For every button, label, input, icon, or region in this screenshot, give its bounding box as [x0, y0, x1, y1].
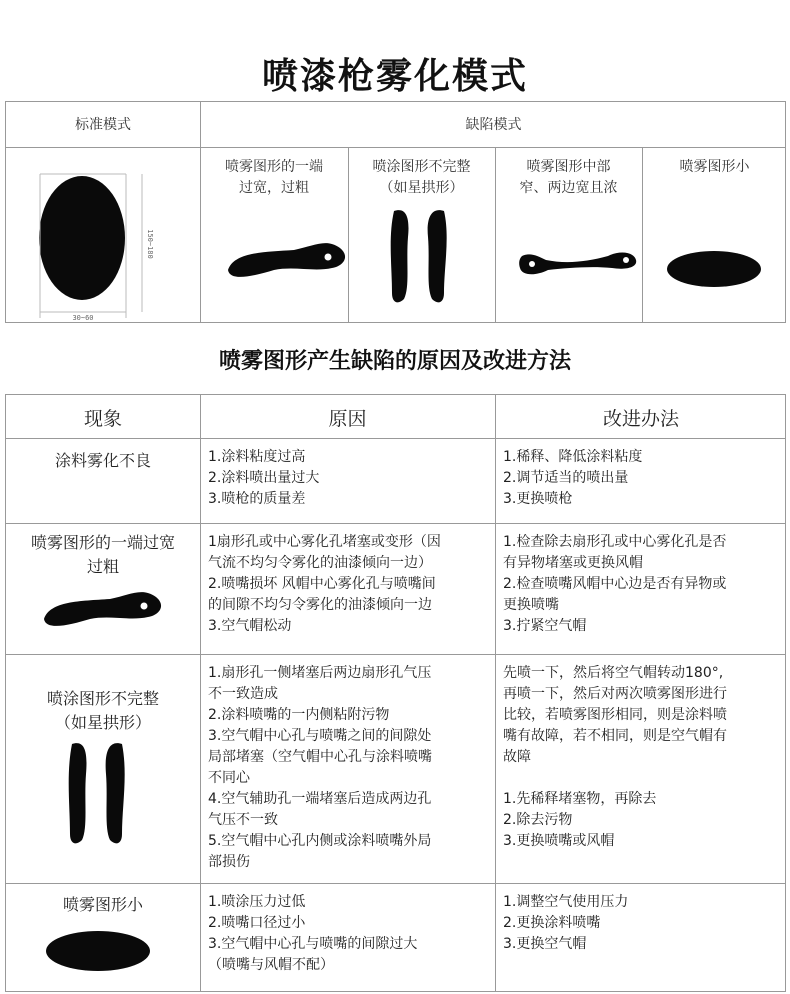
row4-phenomenon: 喷雾图形小	[62, 895, 143, 914]
wide-end-pattern-image	[224, 242, 354, 282]
narrow-middle-pattern-image	[516, 248, 641, 280]
row4-causes: 1.喷涂压力过低 2.喷嘴口径过小 3.空气帽中心孔与喷嘴的间隙过大 （喷嘴与风帽不配）	[208, 894, 418, 973]
row1-causes: 1.涂料粘度过高 2.涂料喷出量过大 3.喷枪的质量差	[208, 449, 320, 507]
divider	[6, 523, 785, 524]
standard-pattern-image	[26, 164, 176, 324]
row3-fixes: 先喷一下，然后将空气帽转动180°, 再喷一下，然后对两次喷雾图形进行 比较，若喷雾图形相同，则是涂料喷 嘴有故障，若不相同，则是空气帽有 故障 1.先稀释堵塞物，再除去 2.除去污物 3.更换喷嘴或风帽	[503, 665, 727, 849]
row2-phenomenon: 喷雾图形的一端过宽 过粗	[30, 533, 175, 576]
row2-fixes: 1.检查除去扇形孔或中心雾化孔是否 有异物堵塞或更换风帽 2.检查喷嘴风帽中心边是否有异物或 更换喷嘴 3.拧紧空气帽	[503, 534, 727, 634]
row1-phenomenon: 涂料雾化不良	[54, 451, 151, 470]
incomplete-pattern-image	[386, 207, 456, 307]
divider	[6, 147, 785, 148]
divider	[6, 883, 785, 884]
divider	[495, 395, 496, 991]
section-subtitle: 喷雾图形产生缺陷的原因及改进方法	[218, 349, 571, 374]
pattern-table	[5, 101, 786, 323]
divider	[6, 654, 785, 655]
page-title: 喷漆枪雾化模式	[261, 56, 528, 97]
defect-caption-wide-end: 喷雾图形的一端 过宽，过粗	[225, 159, 323, 196]
row3-causes: 1.扇形孔一侧堵塞后两边扇形孔气压 不一致造成 2.涂料喷嘴的一内侧粘附污物 3.空气帽中心孔与喷嘴之间的间隙处 局部堵塞（空气帽中心孔与涂料喷嘴 不同心 4.空气辅助孔一端堵塞后造成两边孔 气压不一致 5.空气帽中心孔内侧或涂料喷嘴外局 部损伤	[208, 665, 432, 870]
row2-causes: 1扇形孔或中心雾化孔堵塞或变形（因 气流不均匀令雾化的油漆倾向一边） 2.喷嘴损坏 风帽中心雾化孔与喷嘴间 的间隙不均匀令雾化的油漆倾向一边 3.空气帽松动	[208, 534, 441, 634]
height-dimension-label: 150~180	[146, 229, 154, 259]
column-header-fix: 改进办法	[602, 408, 679, 430]
row4-fixes: 1.调整空气使用压力 2.更换涂料喷嘴 3.更换空气帽	[503, 894, 629, 952]
divider	[200, 395, 201, 991]
column-header-cause: 原因	[328, 408, 367, 430]
divider	[200, 102, 201, 322]
width-dimension-label: 30~60	[72, 314, 94, 322]
defect-caption-small: 喷雾图形小	[679, 159, 750, 175]
row4-pattern-image	[44, 929, 154, 975]
causes-table	[5, 394, 786, 992]
defect-mode-header: 缺陷模式	[465, 117, 522, 133]
defect-caption-incomplete: 喷涂图形不完整 （如星拱形）	[372, 159, 471, 196]
small-pattern-image	[666, 248, 766, 288]
row2-pattern-image	[40, 591, 170, 631]
row3-pattern-image	[64, 740, 134, 850]
defect-caption-narrow-middle: 喷雾图形中部 窄、两边宽且浓	[519, 159, 618, 196]
standard-mode-header: 标准模式	[75, 117, 131, 133]
divider	[6, 438, 785, 439]
column-header-phenomenon: 现象	[83, 408, 122, 430]
row3-phenomenon: 喷涂图形不完整 （如星拱形）	[46, 689, 159, 732]
row1-fixes: 1.稀释、降低涂料粘度 2.调节适当的喷出量 3.更换喷枪	[503, 449, 643, 507]
